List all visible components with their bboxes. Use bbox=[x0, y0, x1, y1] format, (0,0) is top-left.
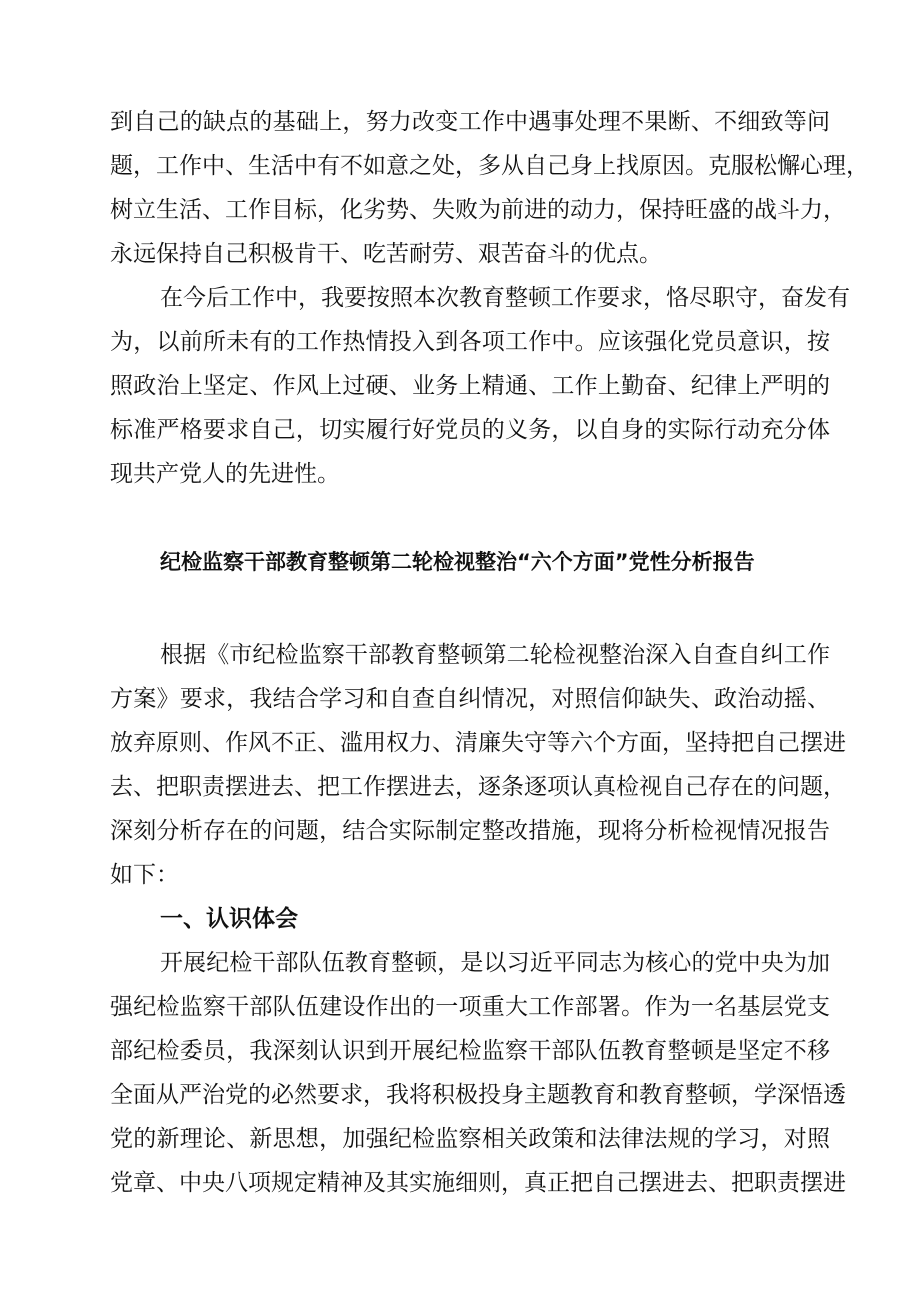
text-line: 强纪检监察干部队伍建设作出的一项重大工作部署。作为一名基层党支 bbox=[110, 994, 830, 1020]
text-line: 开展纪检干部队伍教育整顿，是以习近平同志为核心的党中央为加 bbox=[160, 950, 830, 976]
text-line: 在今后工作中，我要按照本次教育整顿工作要求，恪尽职守，奋发有 bbox=[160, 285, 850, 311]
text-line: 到自己的缺点的基础上，努力改变工作中遇事处理不果断、不细致等问 bbox=[110, 109, 830, 135]
report-title: 纪检监察干部教育整顿第二轮检视整治“六个方面”党性分析报告 bbox=[160, 550, 755, 574]
text-line: 放弃原则、作风不正、滥用权力、清廉失守等六个方面，坚持把自己摆进 bbox=[110, 730, 846, 756]
text-line: 永远保持自己积极肯干、吃苦耐劳、艰苦奋斗的优点。 bbox=[110, 241, 662, 267]
text-line: 党章、中央八项规定精神及其实施细则，真正把自己摆进去、把职责摆进 bbox=[110, 1170, 846, 1196]
text-line: 现共产党人的先进性。 bbox=[110, 461, 340, 487]
text-line: 部纪检委员，我深刻认识到开展纪检监察干部队伍教育整顿是坚定不移 bbox=[110, 1038, 830, 1064]
text-line: 如下： bbox=[110, 862, 179, 888]
section-heading: 一、认识体会 bbox=[160, 906, 298, 932]
text-line: 全面从严治党的必然要求，我将积极投身主题教育和教育整顿，学深悟透 bbox=[110, 1082, 846, 1108]
text-line: 方案》要求，我结合学习和自查自纠情况，对照信仰缺失、政治动摇、 bbox=[110, 686, 830, 712]
text-line: 树立生活、工作目标，化劣势、失败为前进的动力，保持旺盛的战斗力， bbox=[110, 197, 846, 223]
text-line: 党的新理论、新思想，加强纪检监察相关政策和法律法规的学习，对照 bbox=[110, 1126, 830, 1152]
text-line: 标准严格要求自己，切实履行好党员的义务，以自身的实际行动充分体 bbox=[110, 417, 830, 443]
text-line: 根据《市纪检监察干部教育整顿第二轮检视整治深入自查自纠工作 bbox=[160, 642, 830, 668]
text-line: 照政治上坚定、作风上过硬、业务上精通、工作上勤奋、纪律上严明的 bbox=[110, 373, 830, 399]
text-line: 去、把职责摆进去、把工作摆进去，逐条逐项认真检视自己存在的问题， bbox=[110, 774, 846, 800]
text-line: 题，工作中、生活中有不如意之处，多从自己身上找原因。克服松懈心理， bbox=[110, 153, 869, 179]
text-line: 为，以前所未有的工作热情投入到各项工作中。应该强化党员意识，按 bbox=[110, 329, 830, 355]
text-line: 深刻分析存在的问题，结合实际制定整改措施，现将分析检视情况报告 bbox=[110, 818, 830, 844]
